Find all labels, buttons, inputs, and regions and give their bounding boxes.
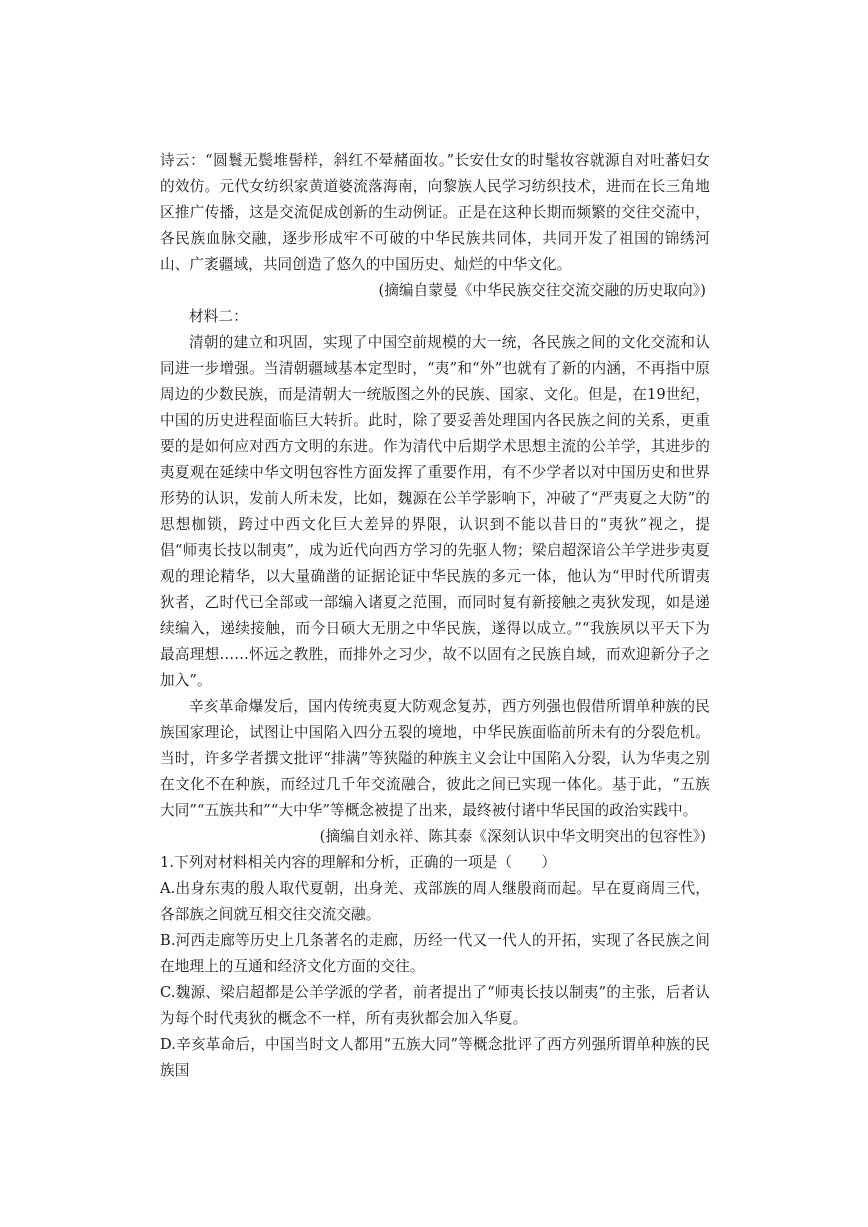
question-option-c: C.魏源、梁启超都是公羊学派的学者，前者提出了“师夷长技以制夷”的主张，后者认为每个时代夷狄的概念不一样，所有夷狄都会加入华夏。: [160, 984, 710, 1027]
question-option-a: A.出身东夷的殷人取代夏朝，出身羌、戎部族的周人继殷商而起。早在夏商周三代，各部族之间就互相交往交流交融。: [160, 880, 710, 923]
material2-source: (摘编自刘永祥、陈其泰《深刻认识中华文明突出的包容性》): [319, 828, 706, 845]
material2-paragraph-1: 清朝的建立和巩固，实现了中国空前规模的大一统，各民族之间的文化交流和认同进一步增强。当清朝疆域基本定型时，“夷”和“外”也就有了新的内涵，不再指中原周边的少数民族，而是清朝大一统版图之外的民族、国家、文化。但是，在19世纪，中国的历史进程面临巨大转折。此时，除了要妥善处理国内各民族之间的关系，更重要的是如何应对西方文明的东进。作为清代中后期学术思想主流的公羊学，其进步的夷夏观在延续中华文明包容性方面发挥了重要作用，有不少学者以对中国历史和世界形势的认识，发前人所未发，比如，魏源在公羊学影响下，冲破了“严夷夏之大防”的思想枷锁，跨过中西文化巨大差异的界限，认识到不能以昔日的“夷狄”视之，提倡“师夷长技以制夷”，成为近代向西方学习的先驱人物；梁启超深谙公羊学进步夷夏观的理论精华，以大量确凿的证据论证中华民族的多元一体，他认为“甲时代所谓夷狄者，乙时代已全部或一部编入诸夏之范围，而同时复有新接触之夷狄发现，如是递续编入，递续接触，而今日硕大无朋之中华民族，遂得以成立。”“我族夙以平天下为最高理想……怀远之教胜，而排外之习少，故不以固有之民族自域，而欢迎新分子之加入”。: [160, 334, 710, 689]
question-stem: 1.下列对材料相关内容的理解和分析，正确的一项是（ ）: [160, 854, 557, 871]
material2-label: 材料二：: [189, 308, 248, 325]
material1-source: (摘编自蒙曼《中华民族交往交流交融的历史取向》): [378, 282, 706, 299]
question-option-d: D.辛亥革命后，中国当时文人都用“五族大同”等概念批评了西方列强所谓单种族的民族国: [160, 1036, 710, 1079]
material2-paragraph-2: 辛亥革命爆发后，国内传统夷夏大防观念复苏，西方列强也假借所谓单种族的民族国家理论，试图让中国陷入四分五裂的境地，中华民族面临前所未有的分裂危机。当时，许多学者撰文批评“排满”等狭隘的种族主义会让中国陷入分裂，认为华夷之别在文化不在种族，而经过几千年交流融合，彼此之间已实现一体化。基于此，“五族大同”“五族共和”“大中华”等概念被提了出来，最终被付诸中华民国的政治实践中。: [160, 698, 710, 819]
material1-paragraph: 诗云：“圆鬟无鬓堆髻样，斜红不晕赭面妆。”长安仕女的时髦妆容就源自对吐蕃妇女的效仿。元代女纺织家黄道婆流落海南，向黎族人民学习纺织技术，进而在长三角地区推广传播，这是交流促成创新的生动例证。正是在这种长期而频繁的交往交流中，各民族血脉交融，逐步形成牢不可破的中华民族共同体，共同开发了祖国的锦绣河山、广袤疆域，共同创造了悠久的中国历史、灿烂的中华文化。: [160, 152, 710, 273]
question-option-b: B.河西走廊等历史上几条著名的走廊，历经一代又一代人的开拓，实现了各民族之间在地理上的互通和经济文化方面的交往。: [160, 932, 710, 975]
document-page: [160, 148, 710, 1084]
